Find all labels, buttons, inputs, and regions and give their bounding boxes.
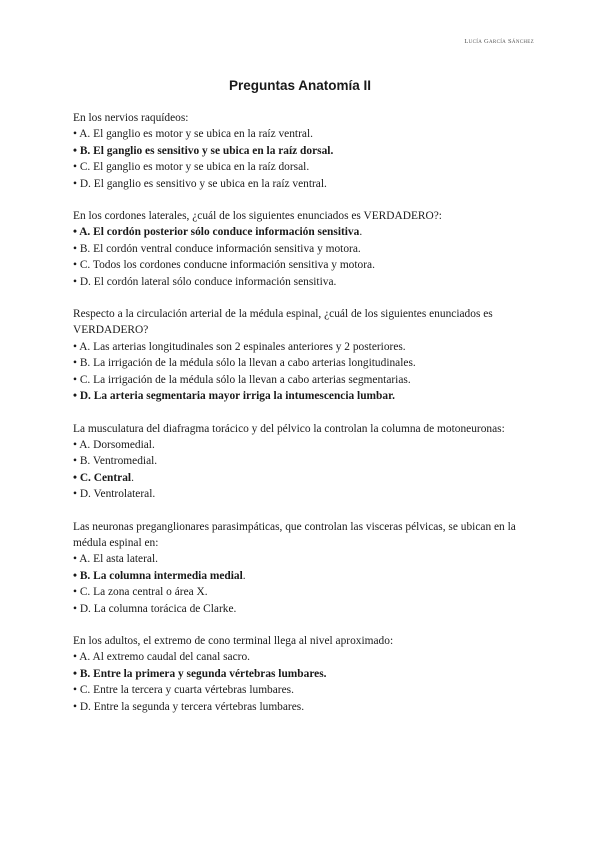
answer-option-text: • B. La columna intermedia medial [73,569,243,582]
answer-option [73,682,533,698]
question-text: En los nervios raquídeos: [73,112,189,124]
answer-option-trailing-punctuation: . [359,226,363,239]
page-title: Preguntas Anatomía II [228,78,372,93]
question-text: Respecto a la circulación arterial de la médula espinal, ¿cuál de los siguientes enunciados es VERDADERO? [73,308,493,337]
answer-option-text: • D. Entre la segunda y tercera vértebras lumbares. [73,700,305,713]
answer-option-text: • A. Las arterias longitudinales son 2 espinales anteriores y 2 posteriores. [73,340,406,353]
answer-option-text: • A. El ganglio es motor y se ubica en la raíz ventral. [73,128,313,141]
question-block [73,633,533,715]
question-block [73,110,533,192]
answer-option [73,126,533,142]
answer-option-text: • C. La irrigación de la médula sólo la llevan a cabo arterias segmentarias. [73,373,411,386]
question-list [73,110,533,731]
answer-option-correct [73,470,533,486]
answer-option-correct [73,666,533,682]
answer-option [73,274,533,290]
question-block [73,208,533,290]
answer-option-correct [73,224,533,240]
question-block [73,306,533,404]
answer-option [73,257,533,273]
answer-option-text: • C. Central [73,471,132,484]
answer-option-text: • C. La zona central o área X. [73,586,208,599]
answer-option-text: • B. El ganglio es sensitivo y se ubica en la raíz dorsal. [73,144,334,157]
answer-option-text: • A. El asta lateral. [73,553,158,566]
answer-option-correct [73,568,533,584]
answer-option [73,601,533,617]
answer-option-text: • C. Todos los cordones conducne información sensitiva y motora. [73,259,375,272]
answer-option [73,176,533,192]
answer-option-text: • D. Ventrolateral. [73,488,156,501]
answer-option [73,551,533,567]
answer-option-text: • D. El cordón lateral sólo conduce información sensitiva. [73,275,337,288]
answer-option [73,486,533,502]
answer-option [73,584,533,600]
answer-option-text: • B. Entre la primera y segunda vértebras lumbares. [73,667,327,680]
answer-option-trailing-punctuation: . [242,569,246,582]
answer-option-text: • B. El cordón ventral conduce información sensitiva y motora. [73,242,361,255]
answer-option-text: • C. El ganglio es motor y se ubica en la raíz dorsal. [73,161,310,174]
answer-option-text: • D. El ganglio es sensitivo y se ubica en la raíz ventral. [73,177,327,190]
answer-option-text: • D. La arteria segmentaria mayor irriga la intumescencia lumbar. [73,390,395,403]
answer-option-trailing-punctuation: . [131,471,134,484]
answer-option [73,372,533,388]
answer-option-text: • A. Dorsomedial. [73,438,155,451]
question-text: La musculatura del diafragma torácico y del pélvico la controlan la columna de motoneuronas: [73,422,505,435]
answer-option-text: • D. La columna torácica de Clarke. [73,602,237,615]
answer-option [73,339,533,355]
answer-option [73,159,533,175]
answer-option-correct [73,388,533,404]
question-text: En los cordones laterales, ¿cuál de los siguientes enunciados es VERDADERO?: [73,210,442,223]
answer-option-text: • B. Ventromedial. [73,455,158,468]
answer-option [73,355,533,371]
answer-option-text: • A. Al extremo caudal del canal sacro. [73,651,250,664]
question-text: Las neuronas preganglionares parasimpáticas, que controlan las visceras pélvicas, se ubican en la médula espinal en: [73,520,516,549]
question-block [73,519,533,617]
answer-option [73,699,533,715]
answer-option [73,241,533,257]
answer-option-correct [73,143,533,159]
answer-option-text: • B. La irrigación de la médula sólo la llevan a cabo arterias longitudinales. [73,357,416,370]
answer-option [73,453,533,469]
header-author: Lucía García Sánchez [464,38,534,45]
answer-option [73,437,533,453]
answer-option-text: • A. El cordón posterior sólo conduce información sensitiva [73,226,360,239]
answer-option-text: • C. Entre la tercera y cuarta vértebras lumbares. [73,684,294,697]
question-text: En los adultos, el extremo de cono terminal llega al nivel aproximado: [73,634,394,647]
question-block [73,421,533,503]
answer-option [73,649,533,665]
